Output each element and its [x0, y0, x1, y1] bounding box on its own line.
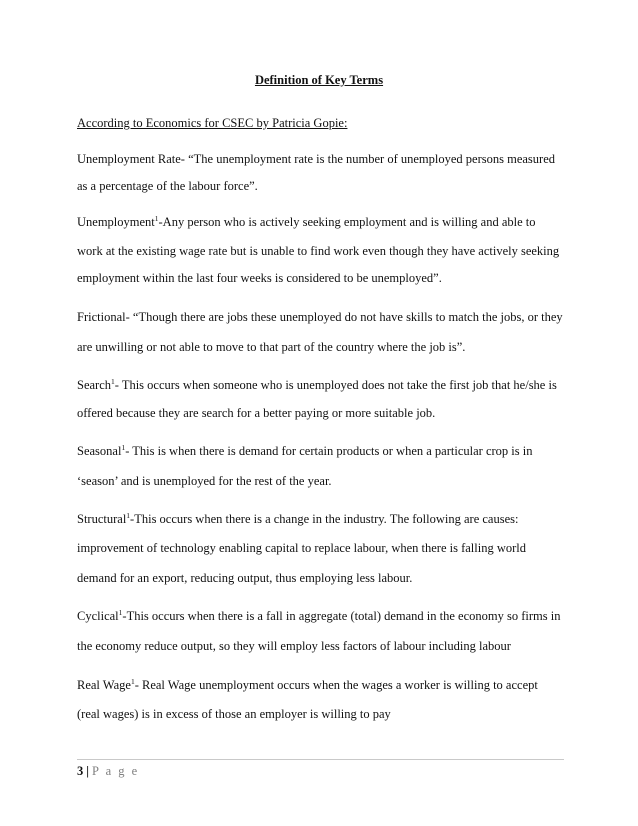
- line-text: offered because they are search for a better paying or more suitable job.: [77, 406, 436, 420]
- definition-line: [77, 243, 559, 259]
- definition-line: [77, 540, 526, 556]
- line-text-continued: - This occurs when someone who is unemployed does not take the first job that he/she is: [114, 378, 557, 392]
- definition-line: [77, 214, 536, 230]
- definition-line: [77, 638, 511, 654]
- source-intro: According to Economics for CSEC by Patricia Gopie:: [77, 116, 348, 130]
- definition-line: [77, 270, 442, 286]
- footnote-marker: 1: [121, 442, 126, 452]
- line-text: Unemployment Rate- “The unemployment rate is the number of unemployed persons measured: [77, 152, 555, 166]
- footer-separator: |: [86, 764, 90, 778]
- line-text-continued: - This is when there is demand for certain products or when a particular crop is in: [125, 444, 533, 458]
- definition-line: [77, 570, 412, 586]
- line-text-continued: - Real Wage unemployment occurs when the wages a worker is willing to accept: [134, 678, 538, 692]
- footnote-marker: 1: [118, 607, 123, 617]
- line-text: the economy reduce output, so they will employ less factors of labour including labour: [77, 639, 511, 653]
- line-text: employment within the last four weeks is considered to be unemployed”.: [77, 271, 442, 285]
- definition-line: [77, 677, 538, 693]
- line-text: Unemployment: [77, 215, 155, 229]
- line-text: as a percentage of the labour force”.: [77, 179, 258, 193]
- definition-line: [77, 405, 435, 421]
- line-text: Seasonal: [77, 444, 122, 458]
- line-text-continued: -Any person who is actively seeking employment and is willing and able to: [158, 215, 536, 229]
- line-text: work at the existing wage rate but is unable to find work even though they have actively seeking: [77, 244, 560, 258]
- footnote-marker: 1: [126, 510, 131, 520]
- definition-line: [77, 309, 563, 325]
- footnote-marker: 1: [111, 376, 115, 386]
- footnote-marker: 1: [130, 676, 135, 686]
- line-text-continued: -This occurs when there is a change in the industry. The following are causes:: [130, 512, 519, 526]
- definition-line: [77, 608, 560, 624]
- line-text: are unwilling or not able to move to that part of the country where the job is”.: [77, 340, 466, 354]
- footer-divider: [77, 759, 564, 760]
- line-text: demand for an export, reducing output, thus employing less labour.: [77, 571, 413, 585]
- line-text: Cyclical: [77, 609, 119, 623]
- definition-line: [77, 178, 258, 194]
- line-text: (real wages) is in excess of those an employer is willing to pay: [77, 707, 391, 721]
- definition-line: [77, 473, 332, 489]
- page-number: 3: [77, 764, 84, 778]
- line-text-continued: -This occurs when there is a fall in aggregate (total) demand in the economy so firms in: [122, 609, 561, 623]
- line-text: Frictional- “Though there are jobs these unemployed do not have skills to match the jobs, or they: [77, 310, 563, 324]
- definition-line: [77, 377, 557, 393]
- footnote-marker: 1: [154, 213, 159, 223]
- line-text: Search: [77, 378, 112, 392]
- definition-line: [77, 443, 532, 459]
- line-text: Real Wage: [77, 678, 131, 692]
- page-footer: [77, 764, 139, 779]
- line-text: Structural: [77, 512, 127, 526]
- definition-line: [77, 706, 391, 722]
- definition-line: [77, 151, 555, 167]
- page-label: P a g e: [92, 764, 140, 778]
- line-text: improvement of technology enabling capital to replace labour, when there is falling world: [77, 541, 527, 555]
- definition-line: [77, 511, 518, 527]
- definition-line: [77, 339, 465, 355]
- line-text: ‘season’ and is unemployed for the rest of the year.: [77, 474, 332, 488]
- document-title: Definition of Key Terms: [254, 73, 384, 87]
